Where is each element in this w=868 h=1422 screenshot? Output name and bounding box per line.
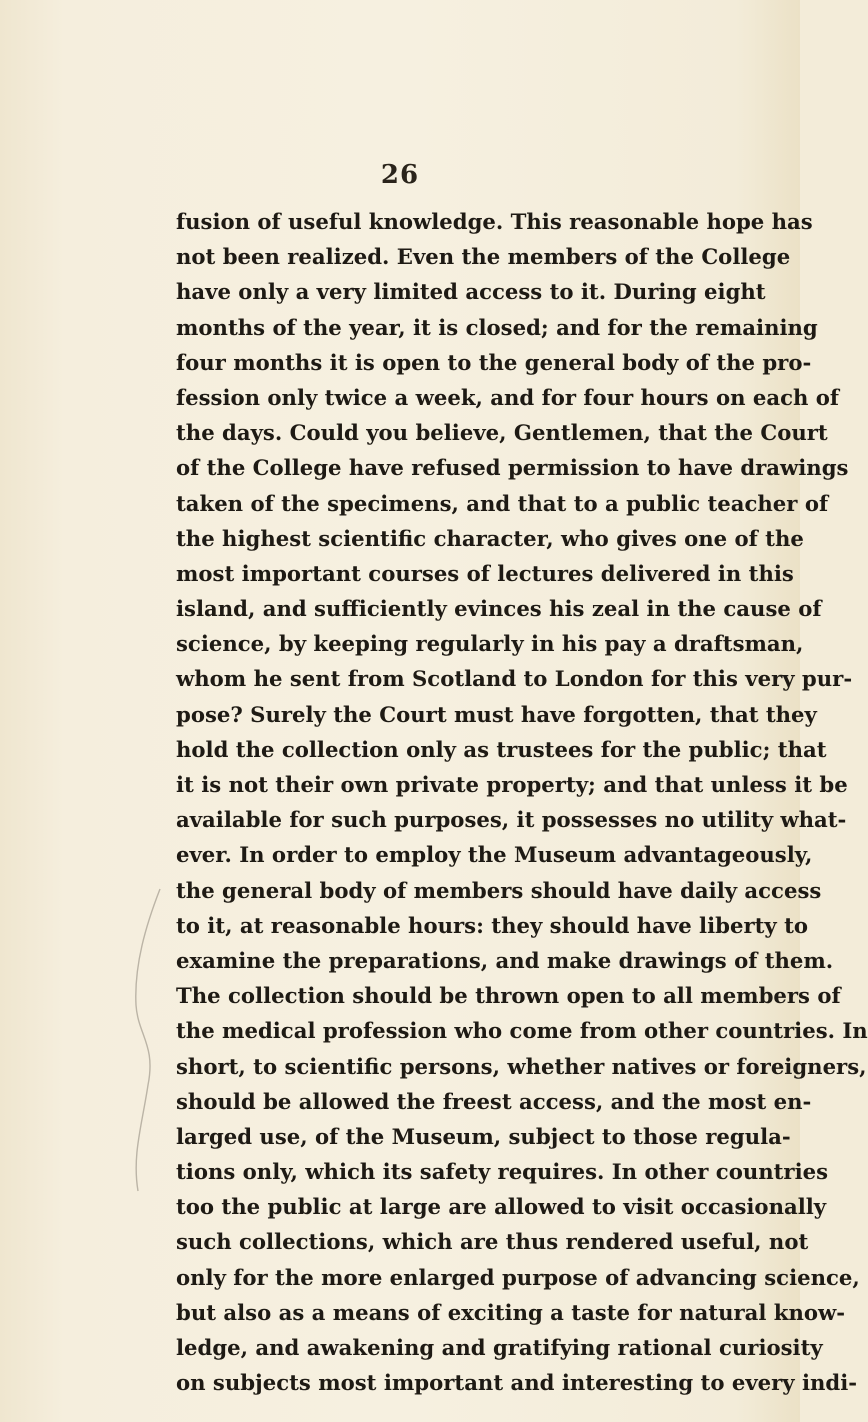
text-line: it is not their own private property; and that unless it be — [176, 772, 848, 797]
text-line: months of the year, it is closed; and for the remaining — [176, 314, 818, 340]
text-line: whom he sent from Scotland to London for this very pur- — [176, 666, 853, 692]
text-line: only for the more enlarged purpose of advancing science, — [176, 1264, 860, 1290]
margin-pencil-mark — [126, 885, 166, 1195]
text-line: the medical profession who come from other countries. In — [176, 1018, 868, 1044]
text-line: most important courses of lectures delivered in this — [176, 560, 794, 586]
text-line: the general body of members should have daily access — [176, 877, 822, 903]
text-line: hold the collection only as trustees for the public; that — [176, 736, 827, 762]
text-line: should be allowed the freest access, and the most en- — [176, 1088, 812, 1114]
text-line: fession only twice a week, and for four hours on each of — [176, 384, 840, 410]
text-line: the days. Could you believe, Gentlemen, that the Court — [176, 420, 828, 446]
text-line: ledge, and awakening and gratifying rational curiosity — [176, 1335, 823, 1360]
text-line: to it, at reasonable hours: they should have liberty to — [176, 912, 809, 938]
text-line: island, and sufficiently evinces his zeal in the cause of — [176, 596, 822, 622]
text-line: too the public at large are allowed to visit occasionally — [176, 1194, 827, 1220]
text-line: but also as a means of exciting a taste for natural know- — [176, 1299, 846, 1325]
text-line: tions only, which its safety requires. In other countries — [176, 1159, 829, 1185]
text-line: pose? Surely the Court must have forgotten, that they — [176, 701, 817, 727]
text-line: of the College have refused permission to have drawings — [176, 455, 849, 481]
page-number: 26 — [380, 160, 420, 190]
text-line: four months it is open to the general body of the pro- — [176, 349, 812, 375]
text-line: ever. In order to employ the Museum advantageously, — [176, 842, 813, 868]
text-line: have only a very limited access to it. During eight — [176, 279, 766, 305]
text-line: fusion of useful knowledge. This reasonable hope has — [176, 209, 813, 234]
text-line: not been realized. Even the members of the College — [176, 244, 791, 270]
text-line: The collection should be thrown open to all members of — [176, 983, 841, 1009]
text-line: such collections, which are thus rendered useful, not — [176, 1229, 809, 1255]
text-line: on subjects most important and interesting to every indi- — [176, 1370, 858, 1396]
text-line: science, by keeping regularly in his pay a draftsman, — [176, 631, 804, 657]
text-line: the highest scientific character, who gives one of the — [176, 525, 804, 551]
text-line: short, to scientific persons, whether natives or foreigners, — [176, 1053, 867, 1079]
text-line: available for such purposes, it possesses no utility what- — [176, 807, 847, 833]
text-line: larged use, of the Museum, subject to those regula- — [176, 1123, 791, 1149]
text-line: examine the preparations, and make drawings of them. — [176, 947, 834, 973]
body-text — [176, 204, 868, 1400]
text-line: taken of the specimens, and that to a public teacher of — [176, 490, 829, 516]
